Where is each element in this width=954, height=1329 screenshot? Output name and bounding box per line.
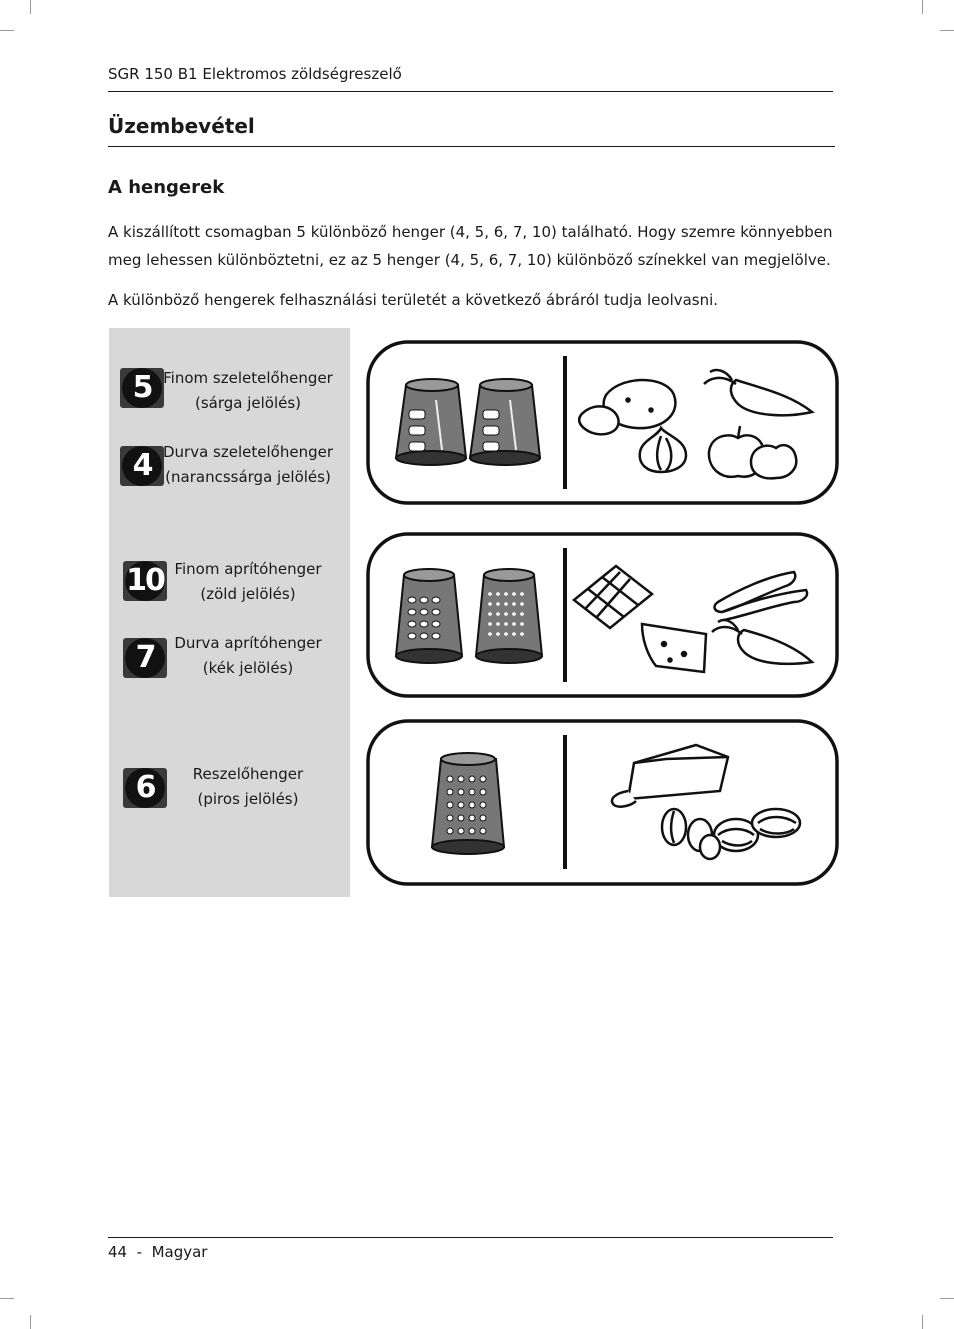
- roller-number: 10: [125, 561, 165, 601]
- roller-name: Finom aprítóhenger: [174, 560, 322, 578]
- roller-number: 6: [125, 768, 165, 808]
- slicing-roller-icon: [470, 379, 540, 465]
- roller-label: [163, 762, 333, 812]
- roller-number-badge: [120, 368, 164, 408]
- crop-mark: [0, 1298, 14, 1299]
- roller-name: Durva szeletelőhenger: [163, 443, 333, 461]
- crop-mark: [30, 1315, 31, 1329]
- roller-number-badge: [120, 446, 164, 486]
- roller-color-note: (zöld jelölés): [200, 585, 296, 603]
- shredding-roller-icon: [476, 569, 542, 663]
- slicing-drawing: [366, 340, 839, 505]
- shredding-roller-icon: [396, 569, 462, 663]
- roller-color-note: (piros jelölés): [197, 790, 299, 808]
- grating-drawing: [366, 719, 839, 886]
- roller-number-badge: [123, 561, 167, 601]
- shredding-illustration: [366, 532, 839, 698]
- subsection-title: A hengerek: [108, 177, 225, 198]
- roller-color-note: (sárga jelölés): [194, 394, 302, 412]
- grating-illustration: [366, 719, 839, 886]
- roller-number-badge: [123, 768, 167, 808]
- intro-paragraph: A kiszállított csomagban 5 különböző henger (4, 5, 6, 7, 10) található. Hogy szemre könnyebben meg lehessen különböztetni, ez az 5 henger (4, 5, 6, 7, 10) különböző színekkel van megjelölve.: [108, 223, 833, 269]
- roller-label: [163, 440, 333, 490]
- roller-label: [163, 631, 333, 681]
- page-footer: [108, 1237, 833, 1261]
- roller-label: [163, 366, 333, 416]
- roller-name: Durva aprítóhenger: [174, 634, 322, 652]
- roller-name: Reszelőhenger: [192, 765, 304, 783]
- section-title: Üzembevétel: [108, 114, 255, 138]
- roller-number: 4: [122, 446, 162, 486]
- crop-mark: [922, 0, 923, 14]
- shredding-drawing: [366, 532, 839, 698]
- usage-paragraph: A különböző hengerek felhasználási területét a következő ábráról tudja leolvasni.: [108, 291, 719, 309]
- slicing-illustration: [366, 340, 839, 505]
- page-number: 44 - Magyar: [108, 1243, 208, 1261]
- grater-roller-icon: [432, 753, 504, 854]
- roller-color-note: (kék jelölés): [202, 659, 294, 677]
- roller-number-badge: [123, 638, 167, 678]
- section-heading: [108, 112, 835, 147]
- crop-mark: [0, 30, 14, 31]
- roller-color-note: (narancssárga jelölés): [165, 468, 331, 486]
- roller-label: [163, 557, 333, 607]
- crop-mark: [940, 30, 954, 31]
- crop-mark: [940, 1298, 954, 1299]
- crop-mark: [30, 0, 31, 14]
- roller-number: 7: [125, 638, 165, 678]
- roller-name: Finom szeletelőhenger: [163, 369, 333, 387]
- slicing-roller-icon: [396, 379, 466, 465]
- page-header: [108, 63, 833, 92]
- crop-mark: [922, 1315, 923, 1329]
- header-title: SGR 150 B1 Elektromos zöldségreszelő: [108, 65, 402, 83]
- roller-number: 5: [122, 368, 162, 408]
